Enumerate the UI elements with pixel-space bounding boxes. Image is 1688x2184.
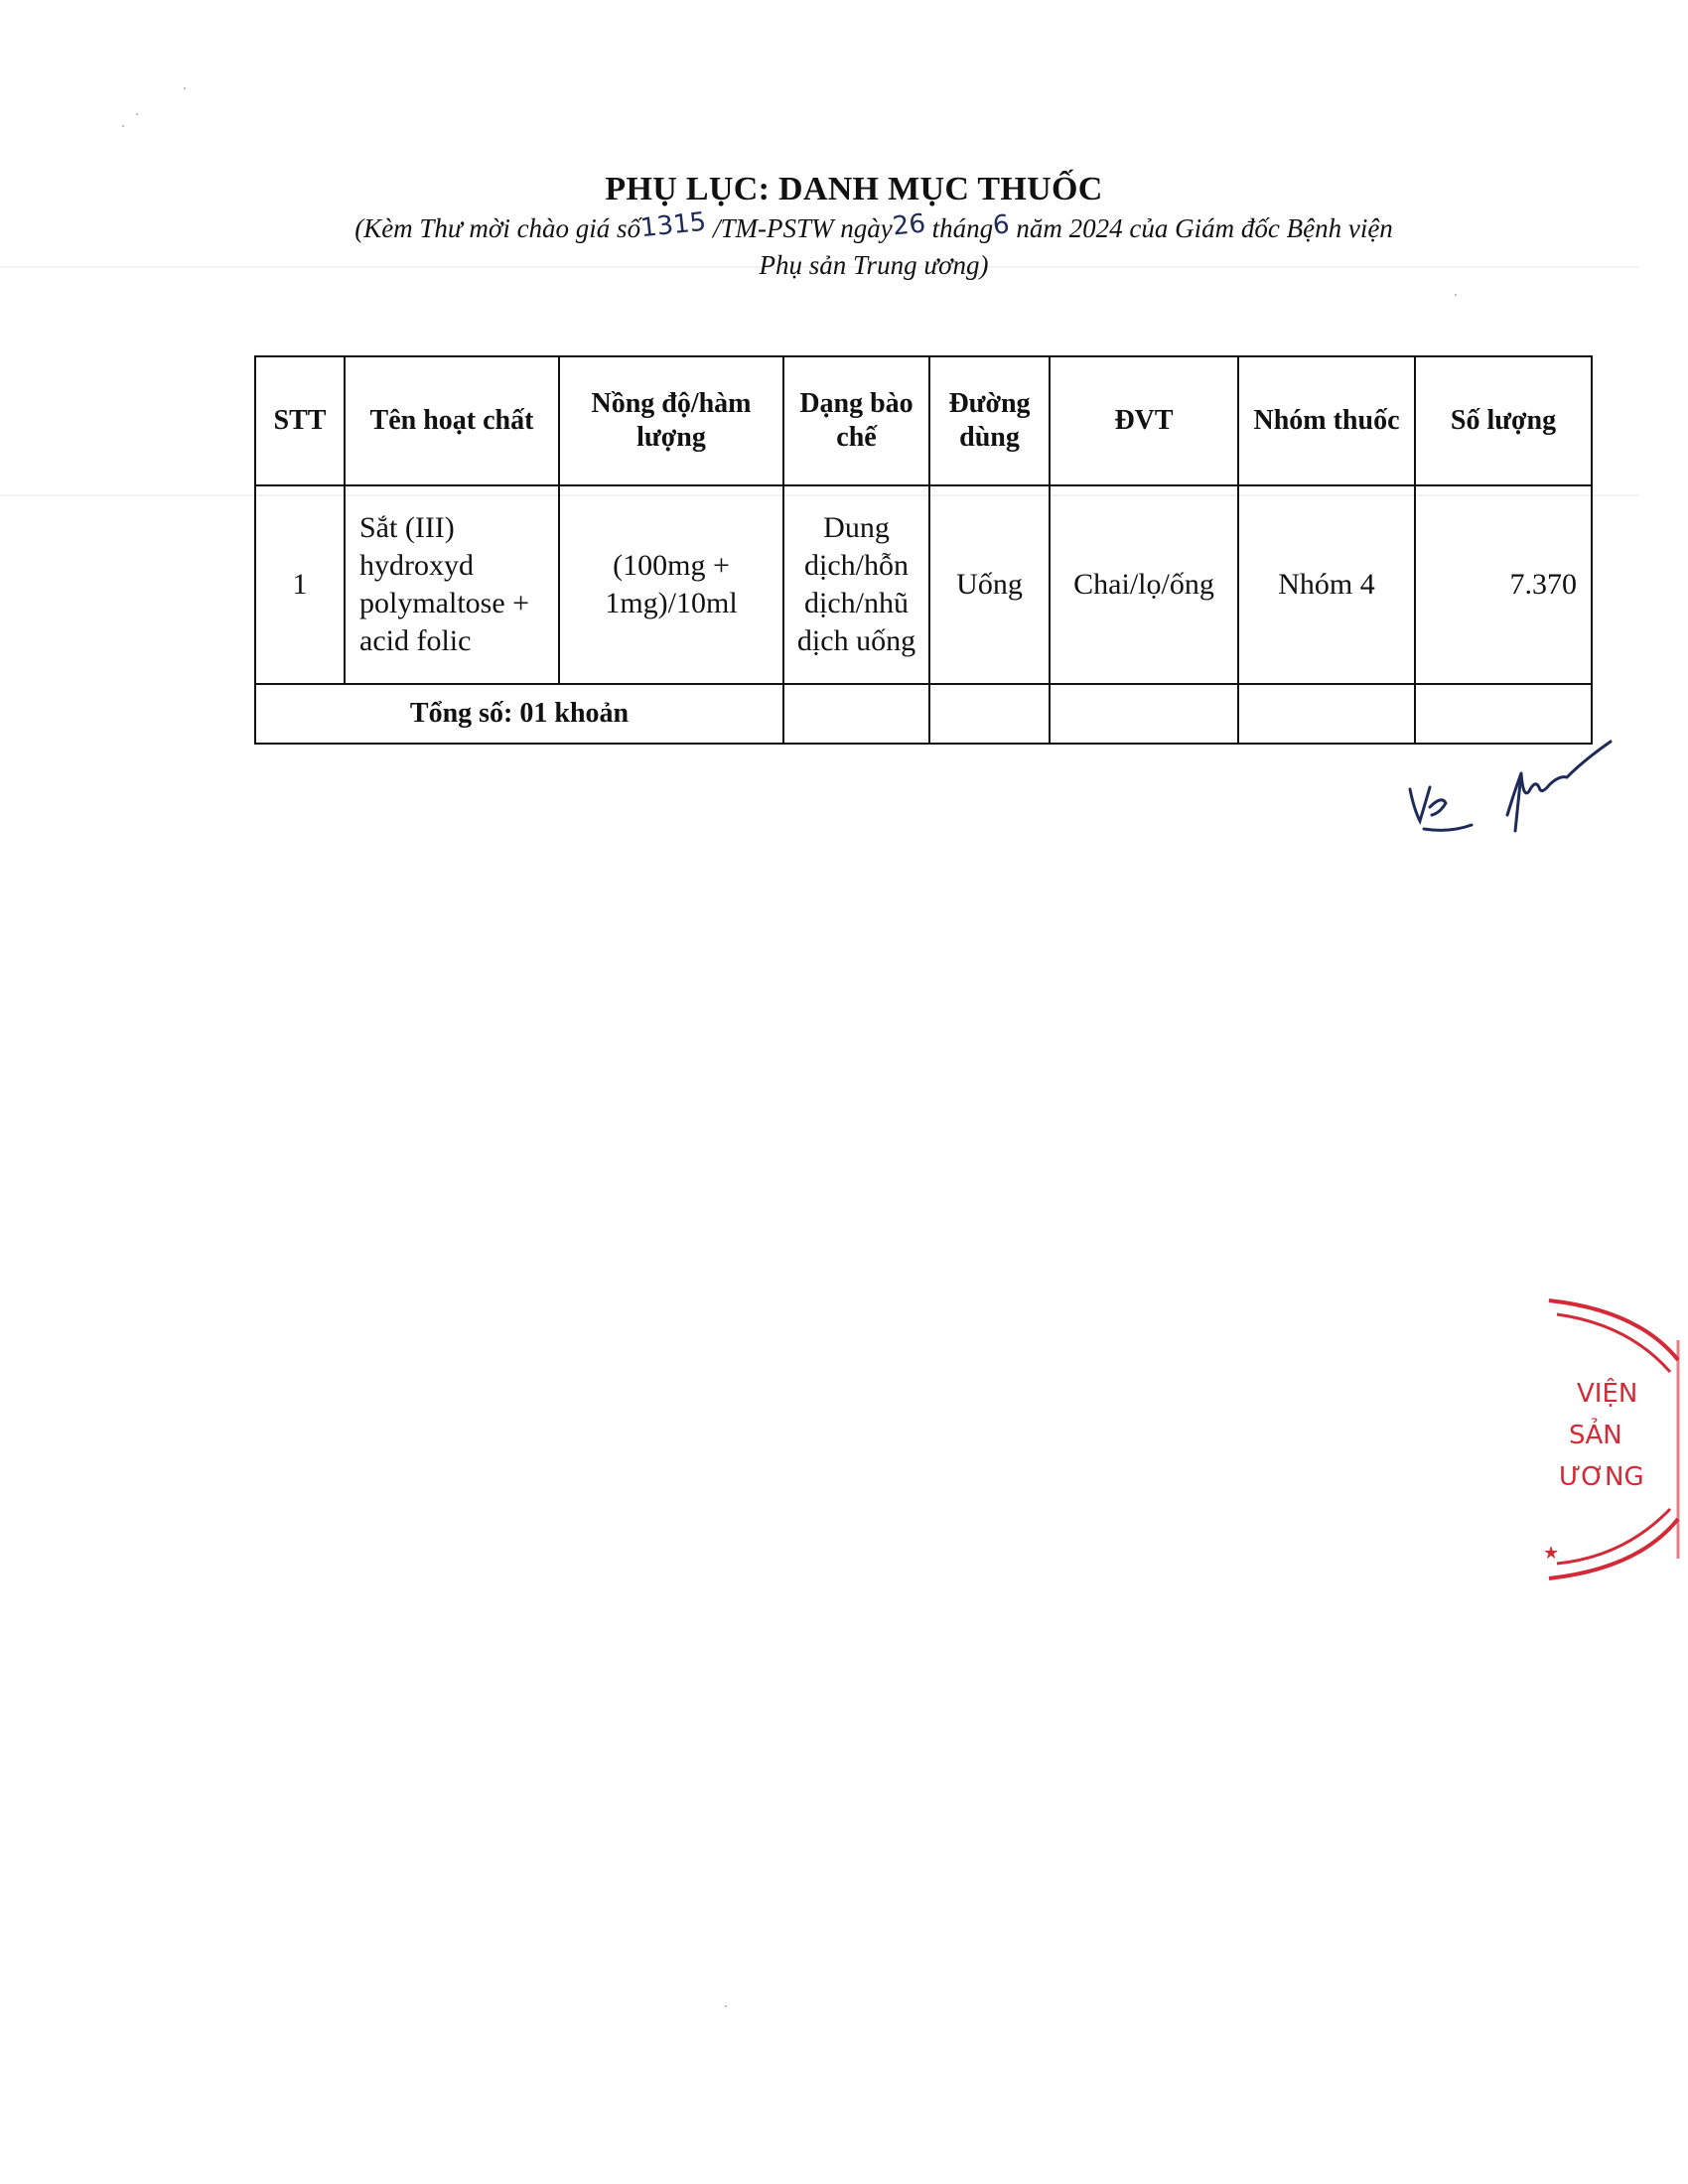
cell-unit: Chai/lọ/ống: [1050, 485, 1238, 684]
drug-list-table: [254, 355, 1593, 745]
scan-speck: [122, 125, 124, 127]
empty-cell: [929, 684, 1050, 744]
column-header-concentration: Nồng độ/hàm lượng: [559, 356, 783, 485]
handwritten-day: 26: [891, 208, 927, 242]
empty-cell: [783, 684, 929, 744]
handwritten-month: 6: [991, 209, 1012, 241]
cell-active-ingredient: Sắt (III) hydroxyd polymaltose + acid folic: [345, 485, 559, 684]
column-header-route: Đường dùng: [929, 356, 1050, 485]
table-header-row: [255, 356, 1592, 485]
column-header-drug-group: Nhóm thuốc: [1238, 356, 1415, 485]
svg-text:SẢN: SẢN: [1569, 1421, 1622, 1450]
scan-speck: [725, 2005, 727, 2007]
svg-text:★: ★: [1543, 1543, 1560, 1564]
subtitle-text: /TM-PSTW ngày: [713, 213, 893, 243]
subtitle-text: năm 2024 của Giám đốc Bệnh viện: [1016, 213, 1393, 243]
scan-speck: [184, 87, 186, 89]
cell-route: Uống: [929, 485, 1050, 684]
subtitle-line-2: Phụ sản Trung ương): [759, 250, 989, 280]
cell-dosage-form: Dung dịch/hỗn dịch/nhũ dịch uống: [783, 485, 929, 684]
page-subtitle: [248, 206, 1499, 283]
signature-icon: [1390, 730, 1628, 849]
column-header-quantity: Số lượng: [1415, 356, 1592, 485]
stamp-icon: [1529, 1281, 1688, 1608]
cell-concentration: (100mg + 1mg)/10ml: [559, 485, 783, 684]
scan-speck: [136, 113, 138, 115]
subtitle-text: (Kèm Thư mời chào giá số: [354, 213, 641, 243]
cell-quantity: 7.370: [1415, 485, 1592, 684]
scan-speck: [1455, 294, 1457, 296]
empty-cell: [1050, 684, 1238, 744]
total-label: Tổng số: 01 khoản: [255, 684, 783, 744]
empty-cell: [1238, 684, 1415, 744]
column-header-stt: STT: [255, 356, 345, 485]
subtitle-text: tháng: [931, 213, 994, 243]
cell-stt: 1: [255, 485, 345, 684]
table-row: [255, 485, 1592, 684]
column-header-active-ingredient: Tên hoạt chất: [345, 356, 559, 485]
column-header-unit: ĐVT: [1050, 356, 1238, 485]
page-title: PHỤ LỤC: DANH MỤC THUỐC: [605, 171, 1103, 207]
svg-text:ƯƠNG: ƯƠNG: [1559, 1462, 1644, 1492]
svg-text:VIỆN: VIỆN: [1577, 1379, 1638, 1409]
column-header-dosage-form: Dạng bào chế: [783, 356, 929, 485]
cell-drug-group: Nhóm 4: [1238, 485, 1415, 684]
handwritten-letter-number: 1315: [638, 206, 708, 244]
